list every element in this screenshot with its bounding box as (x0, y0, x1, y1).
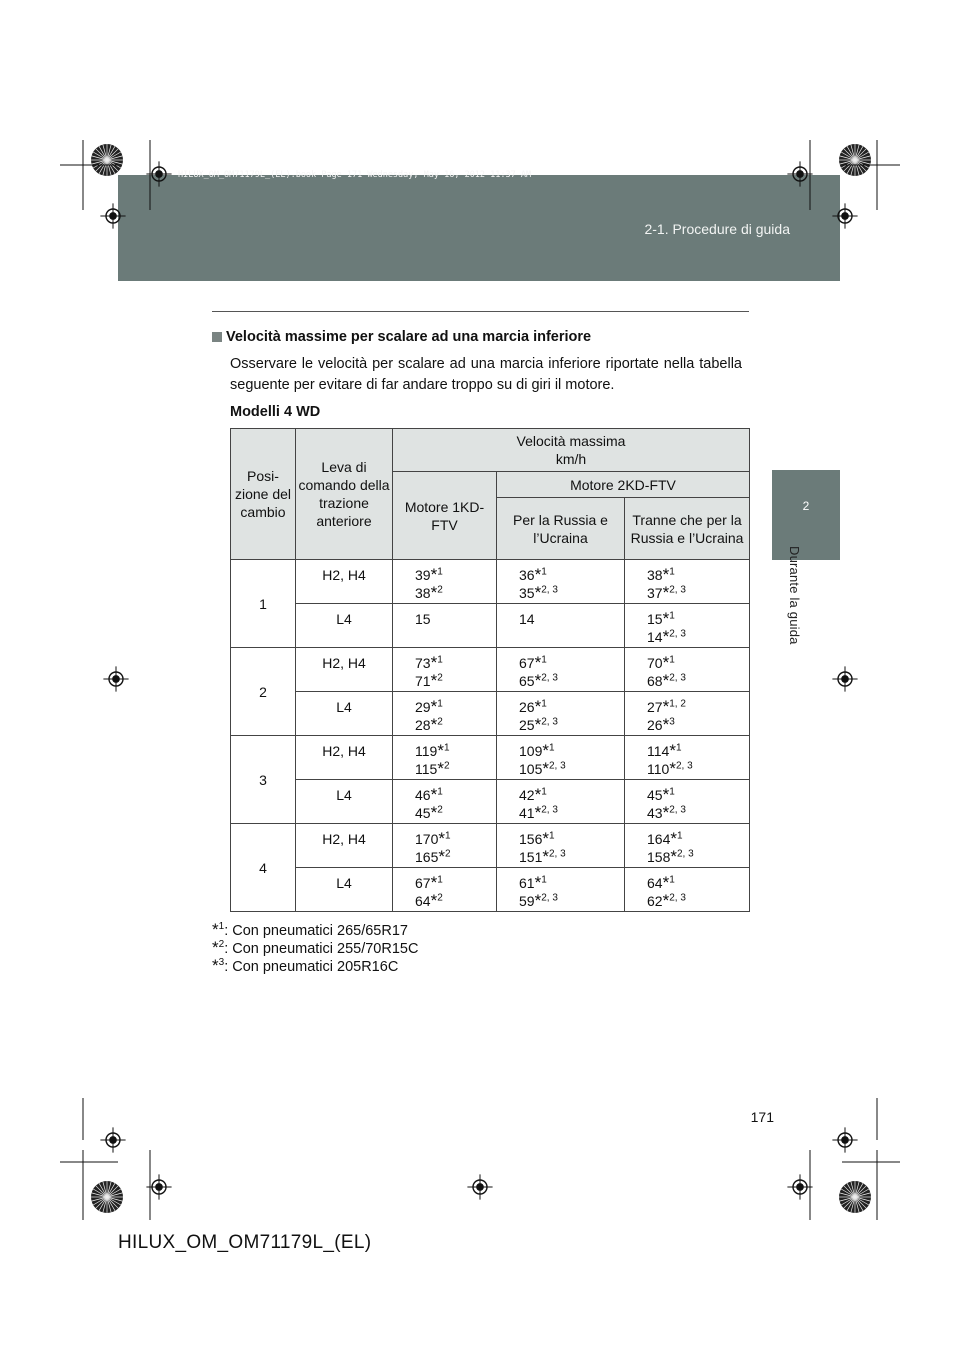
table-row (231, 692, 750, 736)
footnote-asterisk: * (534, 803, 542, 822)
book-stamp: HILUX_OM_OM71179L_(EL).book Page 171 Wednesday, May 16, 2012 11:37 AM (178, 170, 532, 180)
footnote-asterisk: * (662, 583, 670, 602)
header-gear-position: Posi- zione del cambio (231, 429, 296, 560)
section-heading-text: Velocità massime per scalare ad una marcia inferiore (226, 329, 592, 345)
footnote-asterisk: * (430, 653, 438, 672)
chapter-number: 2 (802, 499, 810, 513)
table-row (231, 868, 750, 912)
speed-cell: 27*$^{1, 2}$ 26*$^3$ (625, 692, 750, 736)
footnote: *$^3$: Con pneumatici 205R16C (212, 956, 399, 975)
footnote-asterisk: * (437, 759, 444, 778)
gear-cell: 2 (231, 648, 296, 736)
footnote-asterisk: * (534, 653, 542, 672)
footnote-asterisk: * (542, 741, 549, 760)
footnote-asterisk: * (534, 697, 542, 716)
footnote-asterisk: * (534, 671, 542, 690)
speed-cell: 67*$^1$ 65*$^{2, 3}$ (497, 648, 625, 692)
footnote-asterisk: * (670, 829, 677, 848)
footnote-asterisk: * (662, 653, 670, 672)
speed-cell: 156*$^1$ 151*$^{2, 3}$ (497, 824, 625, 868)
header-except-russia-ukraine: Tranne che per la Russia e l’Ucraina (625, 498, 750, 560)
table-row (231, 824, 750, 868)
lever-cell: H2, H4 (296, 560, 393, 604)
lever-cell: H2, H4 (296, 824, 393, 868)
speed-cell: 26*$^1$ 25*$^{2, 3}$ (497, 692, 625, 736)
footnote-asterisk: * (542, 847, 549, 866)
lever-cell: L4 (296, 604, 393, 648)
speed-cell: 38*$^1$ 37*$^{2, 3}$ (625, 560, 750, 604)
section-heading (212, 329, 591, 345)
footnote-asterisk: * (430, 583, 438, 602)
footnote-asterisk: * (430, 891, 438, 910)
footnote-asterisk: * (534, 891, 542, 910)
footnote: *$^1$: Con pneumatici 265/65R17 (212, 920, 408, 939)
footnote-asterisk: * (662, 891, 670, 910)
footnote-asterisk: * (430, 715, 438, 734)
footnote-asterisk: * (662, 873, 670, 892)
footnote-asterisk: * (662, 565, 670, 584)
speed-cell: 70*$^1$ 68*$^{2, 3}$ (625, 648, 750, 692)
registration-target (103, 666, 128, 691)
speed-cell: 15 (393, 604, 497, 648)
footnote-asterisk: * (534, 565, 542, 584)
footnote-asterisk: * (669, 741, 676, 760)
starburst-mark-bottom-left (91, 1181, 123, 1213)
starburst-mark-top-right (839, 144, 871, 176)
speed-cell: 109*$^1$ 105*$^{2, 3}$ (497, 736, 625, 780)
lever-cell: L4 (296, 692, 393, 736)
registration-target (146, 1174, 171, 1199)
footnote-asterisk: * (534, 583, 542, 602)
speed-cell: 29*$^1$ 28*$^2$ (393, 692, 497, 736)
speed-cell: 36*$^1$ 35*$^{2, 3}$ (497, 560, 625, 604)
table-row (231, 560, 750, 604)
chapter-title: Durante la guida (787, 546, 802, 645)
speed-cell: 45*$^1$ 43*$^{2, 3}$ (625, 780, 750, 824)
footnote-asterisk: * (662, 671, 670, 690)
header-engine-2kd: Motore 2KD-FTV (497, 472, 750, 498)
lever-cell: H2, H4 (296, 736, 393, 780)
page-number: 171 (750, 1109, 774, 1125)
speed-cell: 14 (497, 604, 625, 648)
speed-cell: 61*$^1$ 59*$^{2, 3}$ (497, 868, 625, 912)
footnote-asterisk: * (662, 715, 670, 734)
speed-cell: 170*$^1$ 165*$^2$ (393, 824, 497, 868)
footnote-asterisk: * (669, 759, 676, 778)
section-divider (212, 311, 749, 312)
footnote: *$^2$: Con pneumatici 255/70R15C (212, 938, 419, 957)
section-reference: 2-1. Procedure di guida (644, 221, 790, 237)
intro-paragraph: Osservare le velocità per scalare ad una marcia inferiore riportate nella tabella seguente per evitare di far andare troppo su di giri il motore. (230, 356, 742, 393)
footnote-asterisk: * (438, 829, 445, 848)
starburst-mark-bottom-right (839, 1181, 871, 1213)
footnote-asterisk: * (662, 697, 670, 716)
gear-cell: 4 (231, 824, 296, 912)
footnote-asterisk: * (534, 785, 542, 804)
footnote-asterisk: * (430, 565, 438, 584)
speed-cell: 114*$^1$ 110*$^{2, 3}$ (625, 736, 750, 780)
registration-target (100, 1127, 125, 1152)
registration-target (832, 1127, 857, 1152)
registration-target (787, 1174, 812, 1199)
speed-cell: 164*$^1$ 158*$^{2, 3}$ (625, 824, 750, 868)
speed-cell: 42*$^1$ 41*$^{2, 3}$ (497, 780, 625, 824)
max-speed-table (230, 428, 750, 912)
speed-cell: 46*$^1$ 45*$^2$ (393, 780, 497, 824)
speed-cell: 73*$^1$ 71*$^2$ (393, 648, 497, 692)
lever-cell: H2, H4 (296, 648, 393, 692)
gear-cell: 3 (231, 736, 296, 824)
footnote-asterisk: * (662, 609, 670, 628)
header-front-drive-lever: Leva di comando della trazione anteriore (296, 429, 393, 560)
footnote-asterisk: * (542, 759, 549, 778)
footnote-asterisk: * (430, 785, 438, 804)
header-max-speed: Velocità massima km/h (393, 429, 750, 472)
speed-cell: 119*$^1$ 115*$^2$ (393, 736, 497, 780)
speed-cell: 15*$^1$ 14*$^{2, 3}$ (625, 604, 750, 648)
model-subheading: Modelli 4 WD (230, 404, 321, 420)
footnote-asterisk: * (670, 847, 677, 866)
gear-cell: 1 (231, 560, 296, 648)
lever-cell: L4 (296, 868, 393, 912)
footnote-asterisk: * (438, 847, 445, 866)
footnote-asterisk: * (437, 741, 444, 760)
footnotes (212, 922, 418, 976)
document-code: HILUX_OM_OM71179L_(EL) (118, 1232, 372, 1253)
registration-target (467, 1174, 492, 1199)
starburst-mark-top-left (91, 144, 123, 176)
speed-cell: 67*$^1$ 64*$^2$ (393, 868, 497, 912)
speed-cell: 39*$^1$ 38*$^2$ (393, 560, 497, 604)
header-russia-ukraine: Per la Russia e l’Ucraina (497, 498, 625, 560)
footnote-asterisk: * (430, 671, 438, 690)
table-row (231, 736, 750, 780)
footnote-asterisk: * (662, 785, 670, 804)
table-row (231, 780, 750, 824)
square-bullet-icon (212, 332, 222, 342)
table-row (231, 604, 750, 648)
footnote-asterisk: * (430, 803, 438, 822)
chapter-tab (772, 470, 840, 560)
footnote-asterisk: * (430, 873, 438, 892)
header-engine-1kd: Motore 1KD-FTV (393, 472, 497, 560)
footnote-asterisk: * (662, 627, 670, 646)
lever-cell: L4 (296, 780, 393, 824)
footnote-asterisk: * (662, 803, 670, 822)
registration-target (832, 666, 857, 691)
table-row (231, 648, 750, 692)
footnote-asterisk: * (542, 829, 549, 848)
footnote-asterisk: * (430, 697, 438, 716)
footnote-asterisk: * (534, 873, 542, 892)
footnote-asterisk: * (534, 715, 542, 734)
speed-cell: 64*$^1$ 62*$^{2, 3}$ (625, 868, 750, 912)
